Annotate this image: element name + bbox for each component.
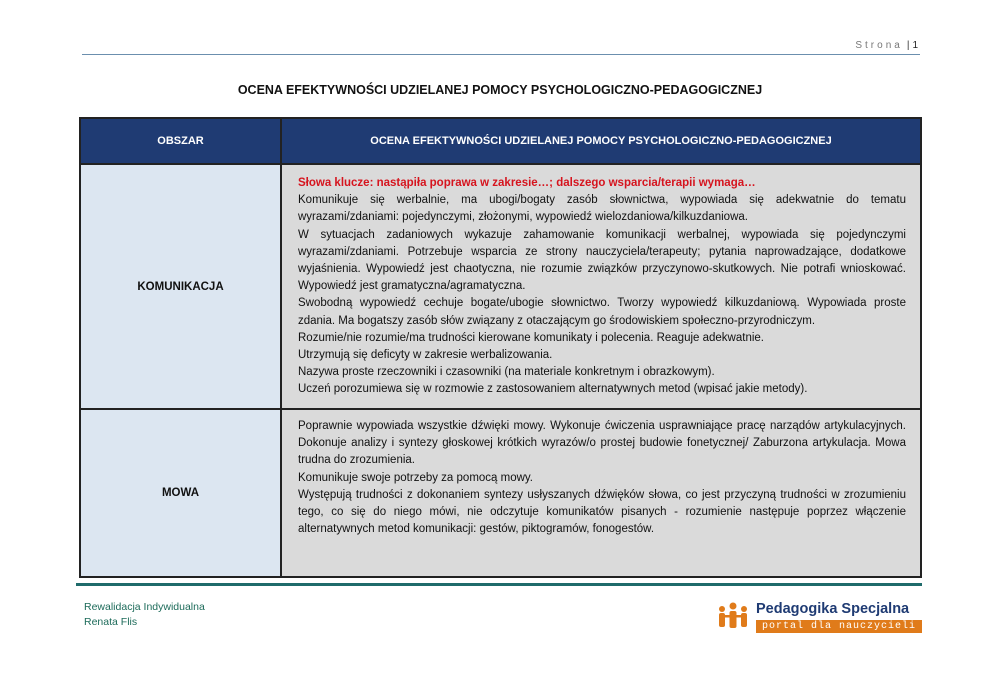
keywords-line: Słowa klucze: nastąpiła poprawa w zakresie…; dalszego wsparcia/terapii wymaga… [298,177,756,189]
logo-text [756,601,922,633]
area-cell-komunikacja: KOMUNIKACJA [81,165,282,410]
komunikacja-paragraph: Nazywa proste rzeczowniki i czasowniki (na materiale konkretnym i obrazkowym). [298,366,715,379]
mowa-paragraph: Poprawnie wypowiada wszystkie dźwięki mowy. Wykonuje ćwiczenia usprawniające pracę narządów artykulacyjnych. Dokonuje analizy i syntezy głoskowej krótkich wyrazów/o prostej budowie fonetycznej/ Zaburzona artykulacja. Mowa trudna do zrozumienia. [298,420,906,467]
footer-rule [76,583,922,586]
mowa-paragraph: Komunikuje swoje potrzeby za pomocą mowy. [298,471,534,484]
page-separator: | [906,40,910,51]
assessment-table [79,117,922,578]
page-number: 1 [912,40,918,51]
footer-author: Renata Flis [84,616,138,628]
table-header-area: OBSZAR [81,119,282,165]
pedagogika-specjalna-logo [716,600,922,634]
page-label: Strona [855,40,903,51]
komunikacja-paragraph: Rozumie/nie rozumie/ma trudności kierowane komunikaty i polecenia. Reaguje adekwatnie. [298,331,764,344]
header-rule [82,54,920,55]
mowa-paragraph: Występują trudności z dokonaniem syntezy usłyszanych dźwięków słowa, co jest przyczyną trudności w zrozumieniu tego, co się do niego mówi, nie odczytuje komunikatów pisanych - rozumienie następuje poprzez włączenie alternatywnych metod komunikacji: gestów, piktogramów, fonogestów. [298,488,906,536]
logo-subtitle: portal dla nauczycieli [756,620,922,633]
desc-cell-mowa [282,410,920,576]
document-title: OCENA EFEKTYWNOŚCI UDZIELANEJ POMOCY PSYCHOLOGICZNO-PEDAGOGICZNEJ [237,83,763,97]
table-header-assessment: OCENA EFEKTYWNOŚCI UDZIELANEJ POMOCY PSYCHOLOGICZNO-PEDAGOGICZNEJ [282,119,920,165]
area-cell-mowa: MOWA [81,410,282,576]
logo-name: Pedagogika Specjalna [756,601,910,617]
people-figures-icon [716,600,750,634]
page-number-header [855,40,918,51]
footer-subject: Rewalidacja Indywidualna [84,601,205,613]
komunikacja-paragraph: W sytuacjach zadaniowych wykazuje zahamowanie komunikacji werbalnej, wypowiada się pojedynczymi wyrazami/zdaniami. Potrzebuje wsparcia ze strony nauczyciela/terapeuty; pytania naprowadzające, dodatkowe wyjaśnienia. Wypowiedź jest chaotyczna, nie rozumie związków przyczynowo-skutkowych. Nie potrafi wnioskować. Wypowiedź jest gramatyczna/agramatyczna. [298,228,906,293]
desc-cell-komunikacja [282,165,920,410]
footer-author-block [84,600,205,630]
komunikacja-paragraph: Utrzymują się deficyty w zakresie werbalizowania. [298,349,553,362]
komunikacja-paragraph: Uczeń porozumiewa się w rozmowie z zastosowaniem alternatywnych metod (wpisać jakie metody). [298,383,808,396]
komunikacja-paragraph: Swobodną wypowiedź cechuje bogate/ubogie słownictwo. Tworzy wypowiedź kilkuzdaniową. Wypowiada proste zdania. Ma bogatszy zasób słów związany z otaczającym go środowiskiem społeczno-przyrodniczym. [298,297,906,327]
komunikacja-paragraph: Komunikuje się werbalnie, ma ubogi/bogaty zasób słownictwa, wypowiada się adekwatnie do tematu wyrazami/zdaniami: pojedynczymi, złożonymi, wypowiedź wielozdaniowa/kilkuzdaniowa. [298,194,906,224]
